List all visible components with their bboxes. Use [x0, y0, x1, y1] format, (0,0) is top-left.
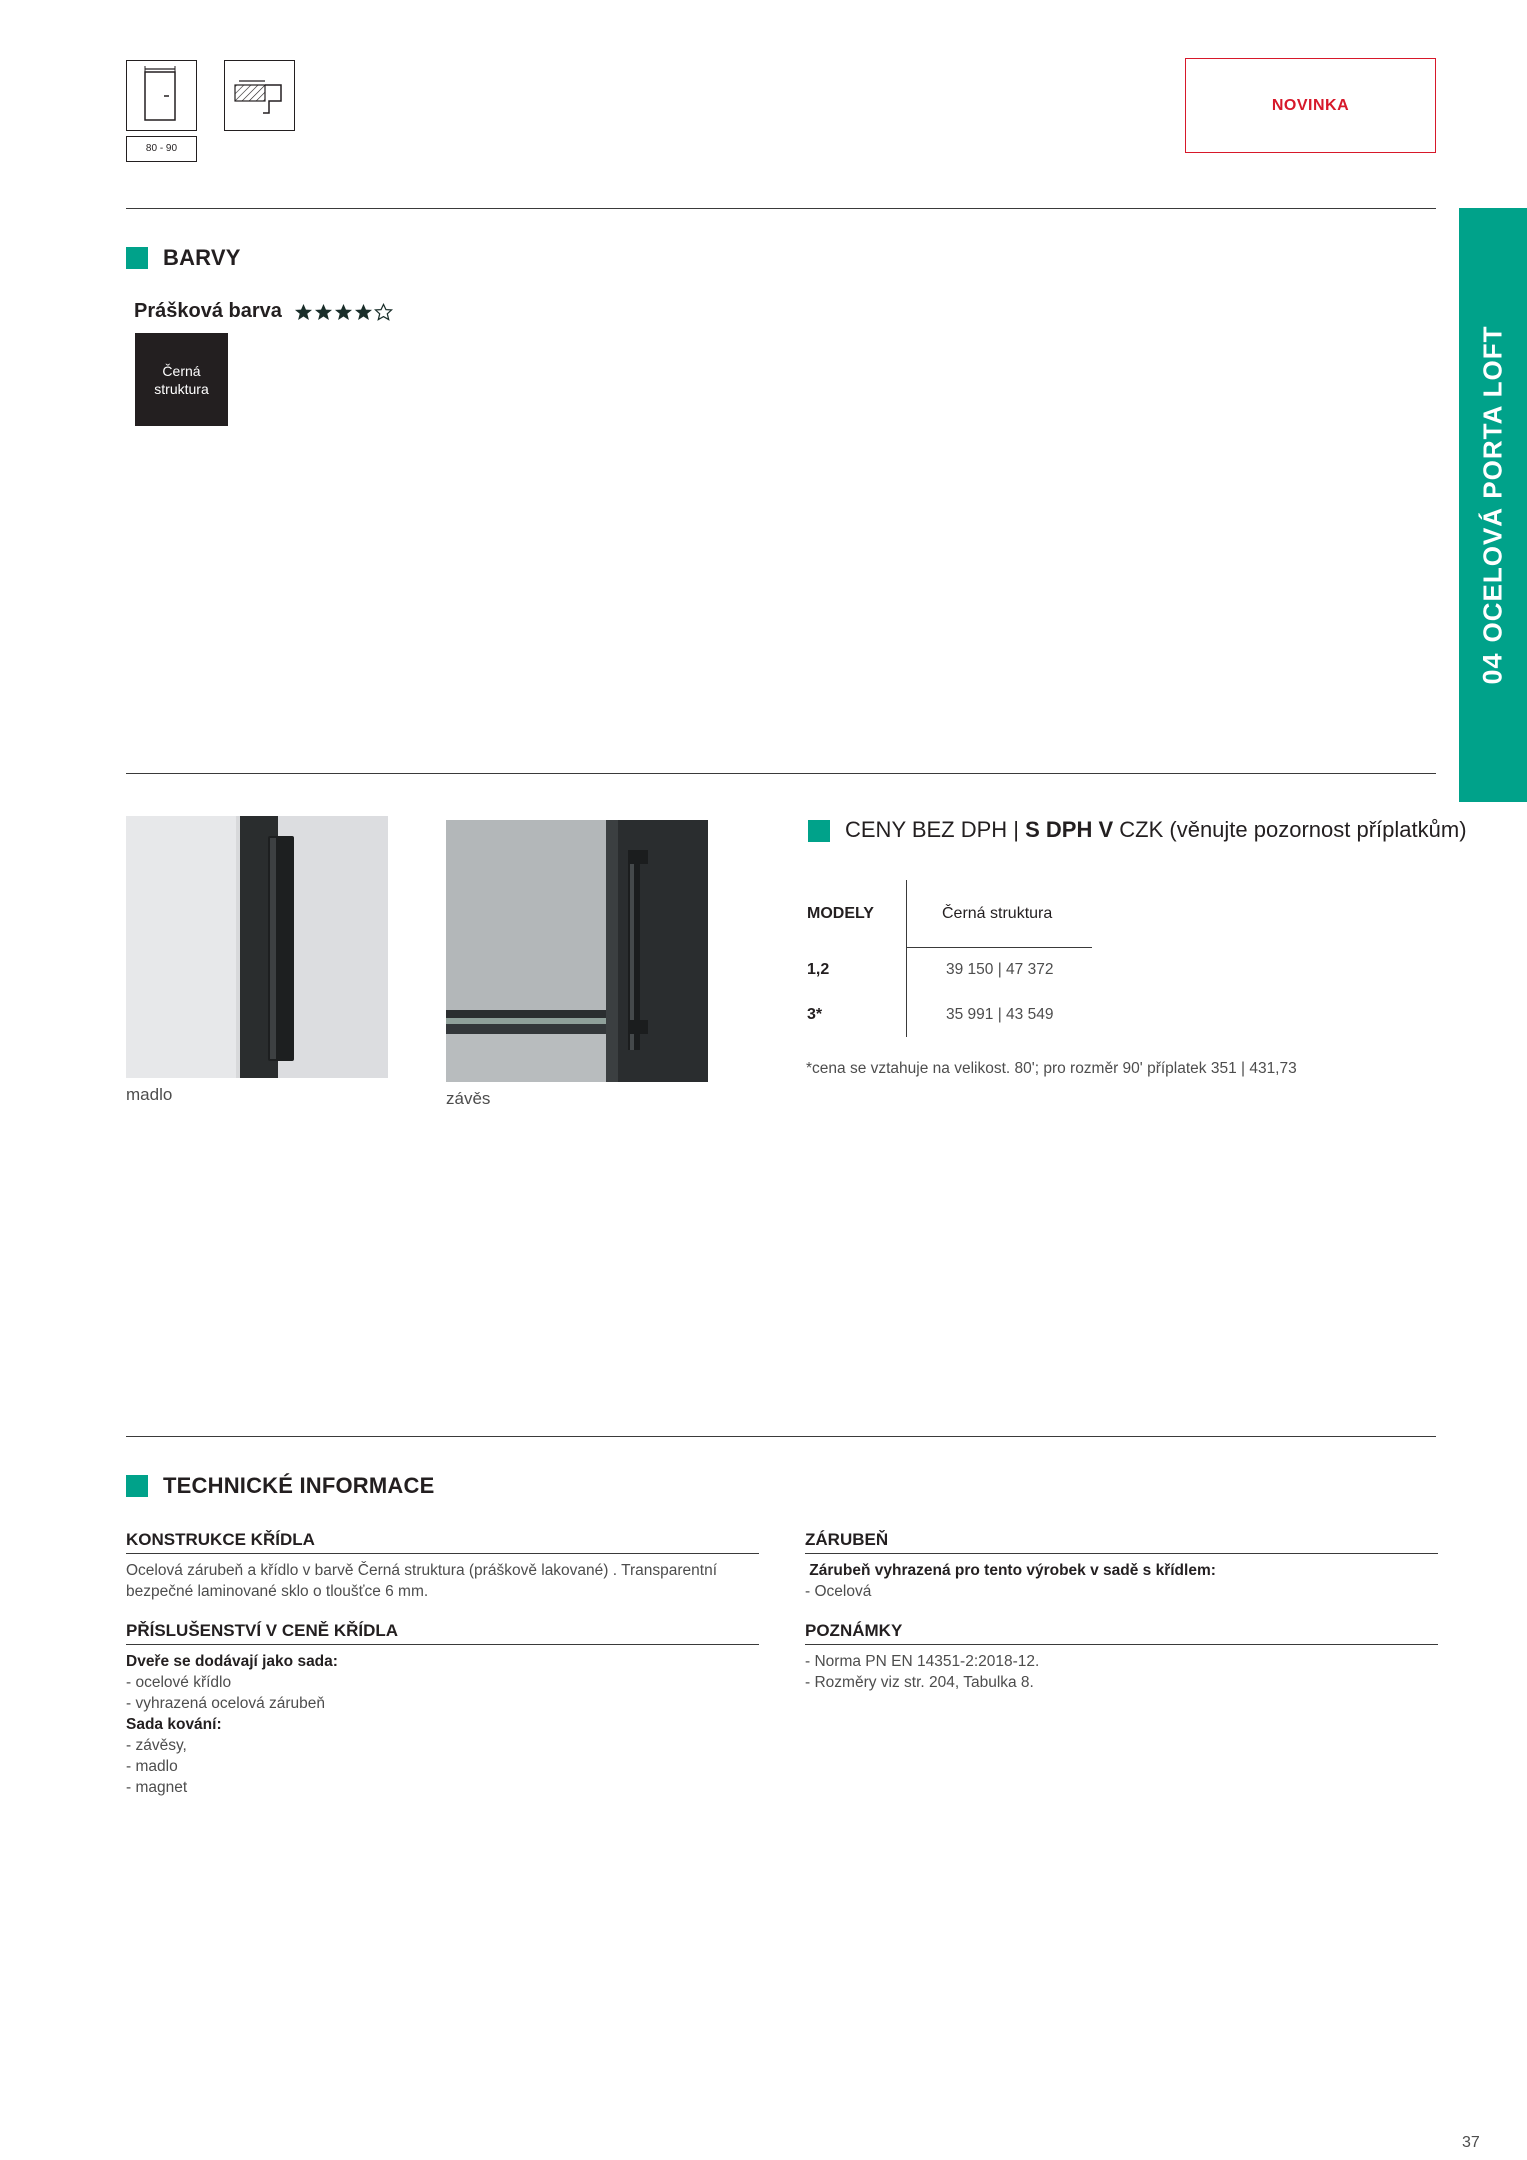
chapter-side-tab-label: [1478, 325, 1509, 684]
prices-heading-part1: CENY BEZ DPH |: [845, 817, 1026, 842]
price-row-2-value: 35 991 | 43 549: [946, 1006, 1054, 1023]
set-item: - ocelové křídlo: [126, 1674, 232, 1691]
photo-hinge: [446, 820, 708, 1082]
rating-stars: [294, 303, 393, 321]
section-marker-tech: [126, 1475, 148, 1497]
note-item: - Norma PN EN 14351-2:2018-12.: [805, 1653, 1040, 1670]
prices-heading: [845, 817, 1467, 843]
photo-hinge-caption: závěs: [446, 1089, 491, 1108]
frame-heading: ZÁRUBEŇ: [805, 1530, 889, 1549]
star-filled-icon: [314, 303, 333, 321]
colors-section-title: BARVY: [163, 245, 241, 270]
door-icon: [127, 61, 196, 130]
notes-heading-line: [805, 1644, 1438, 1645]
prices-heading-part2: CZK (věnujte pozornost příplatkům): [1113, 817, 1467, 842]
chapter-number: 04: [1477, 652, 1508, 685]
novinka-badge: [1185, 58, 1436, 153]
size-label-box: [126, 136, 197, 162]
accessories-heading-line: [126, 1644, 759, 1645]
prices-heading-bold: S DPH V: [1025, 817, 1114, 842]
swatch-label-line2: struktura: [154, 380, 209, 397]
photo-handle: [126, 816, 388, 1078]
door-type-icon-box: [126, 60, 197, 131]
price-row-1-value: 39 150 | 47 372: [946, 961, 1054, 978]
hardware-item: - madlo: [126, 1758, 178, 1775]
divider-bottom: [126, 1436, 1436, 1437]
divider-top: [126, 208, 1436, 209]
hardware-item: - závěsy,: [126, 1737, 187, 1754]
price-row-2-model: 3*: [807, 1006, 823, 1023]
page-number: 37: [1462, 2134, 1480, 2151]
divider-middle: [126, 773, 1436, 774]
notes-text: [805, 1651, 1039, 1693]
finish-label: Prášková barva: [134, 300, 282, 322]
set-item: - vyhrazená ocelová zárubeň: [126, 1695, 326, 1712]
construction-heading-line: [126, 1553, 759, 1554]
star-empty-icon: [374, 303, 393, 321]
frame-label: Zárubeň vyhrazená pro tento výrobek v sadě s křídlem:: [805, 1562, 1216, 1579]
chapter-side-tab[interactable]: [1459, 208, 1527, 802]
swatch-label-line1: Černá: [162, 362, 201, 379]
construction-text: [126, 1560, 766, 1602]
price-row-1-model: 1,2: [807, 961, 830, 978]
set-label: Dveře se dodávají jako sada:: [126, 1653, 338, 1670]
star-filled-icon: [294, 303, 313, 321]
construction-line-1: Ocelová zárubeň a křídlo v barvě Černá struktura (práškově lakované) . Transparentní: [126, 1562, 718, 1579]
price-table-header-models: MODELY: [807, 905, 874, 922]
size-label: 80 - 90: [145, 143, 178, 154]
accessories-text: [126, 1651, 338, 1798]
hardware-item: - magnet: [126, 1779, 188, 1796]
price-table-vline: [906, 880, 907, 1037]
construction-heading: KONSTRUKCE KŘÍDLA: [126, 1530, 315, 1549]
novinka-label: NOVINKA: [1271, 96, 1350, 114]
section-marker-prices: [808, 820, 830, 842]
photo-handle-caption: madlo: [126, 1085, 173, 1104]
price-table-hline: [906, 947, 1092, 948]
color-swatch-black-structure[interactable]: [135, 333, 228, 426]
frame-text: [805, 1560, 1216, 1602]
price-table-header-color: Černá struktura: [942, 905, 1053, 922]
construction-line-2: bezpečné laminované sklo o tloušťce 6 mm.: [126, 1583, 429, 1600]
notes-heading: POZNÁMKY: [805, 1621, 903, 1640]
star-filled-icon: [334, 303, 353, 321]
frame-type-icon-box: [224, 60, 295, 131]
finish-label-row: [134, 300, 393, 323]
hardware-label: Sada kování:: [126, 1716, 222, 1733]
chapter-title: OCELOVÁ PORTA LOFT: [1477, 325, 1508, 643]
price-footnote: *cena se vztahuje na velikost. 80'; pro rozměr 90' příplatek 351 | 431,73: [806, 1060, 1297, 1077]
note-item: - Rozměry viz str. 204, Tabulka 8.: [805, 1674, 1034, 1691]
accessories-heading: PŘÍSLUŠENSTVÍ V CENĚ KŘÍDLA: [126, 1621, 399, 1640]
frame-profile-icon: [225, 61, 294, 130]
star-filled-icon: [354, 303, 373, 321]
frame-item: - Ocelová: [805, 1583, 872, 1600]
section-marker-colors: [126, 247, 148, 269]
frame-heading-line: [805, 1553, 1438, 1554]
tech-section-title: TECHNICKÉ INFORMACE: [163, 1473, 435, 1498]
